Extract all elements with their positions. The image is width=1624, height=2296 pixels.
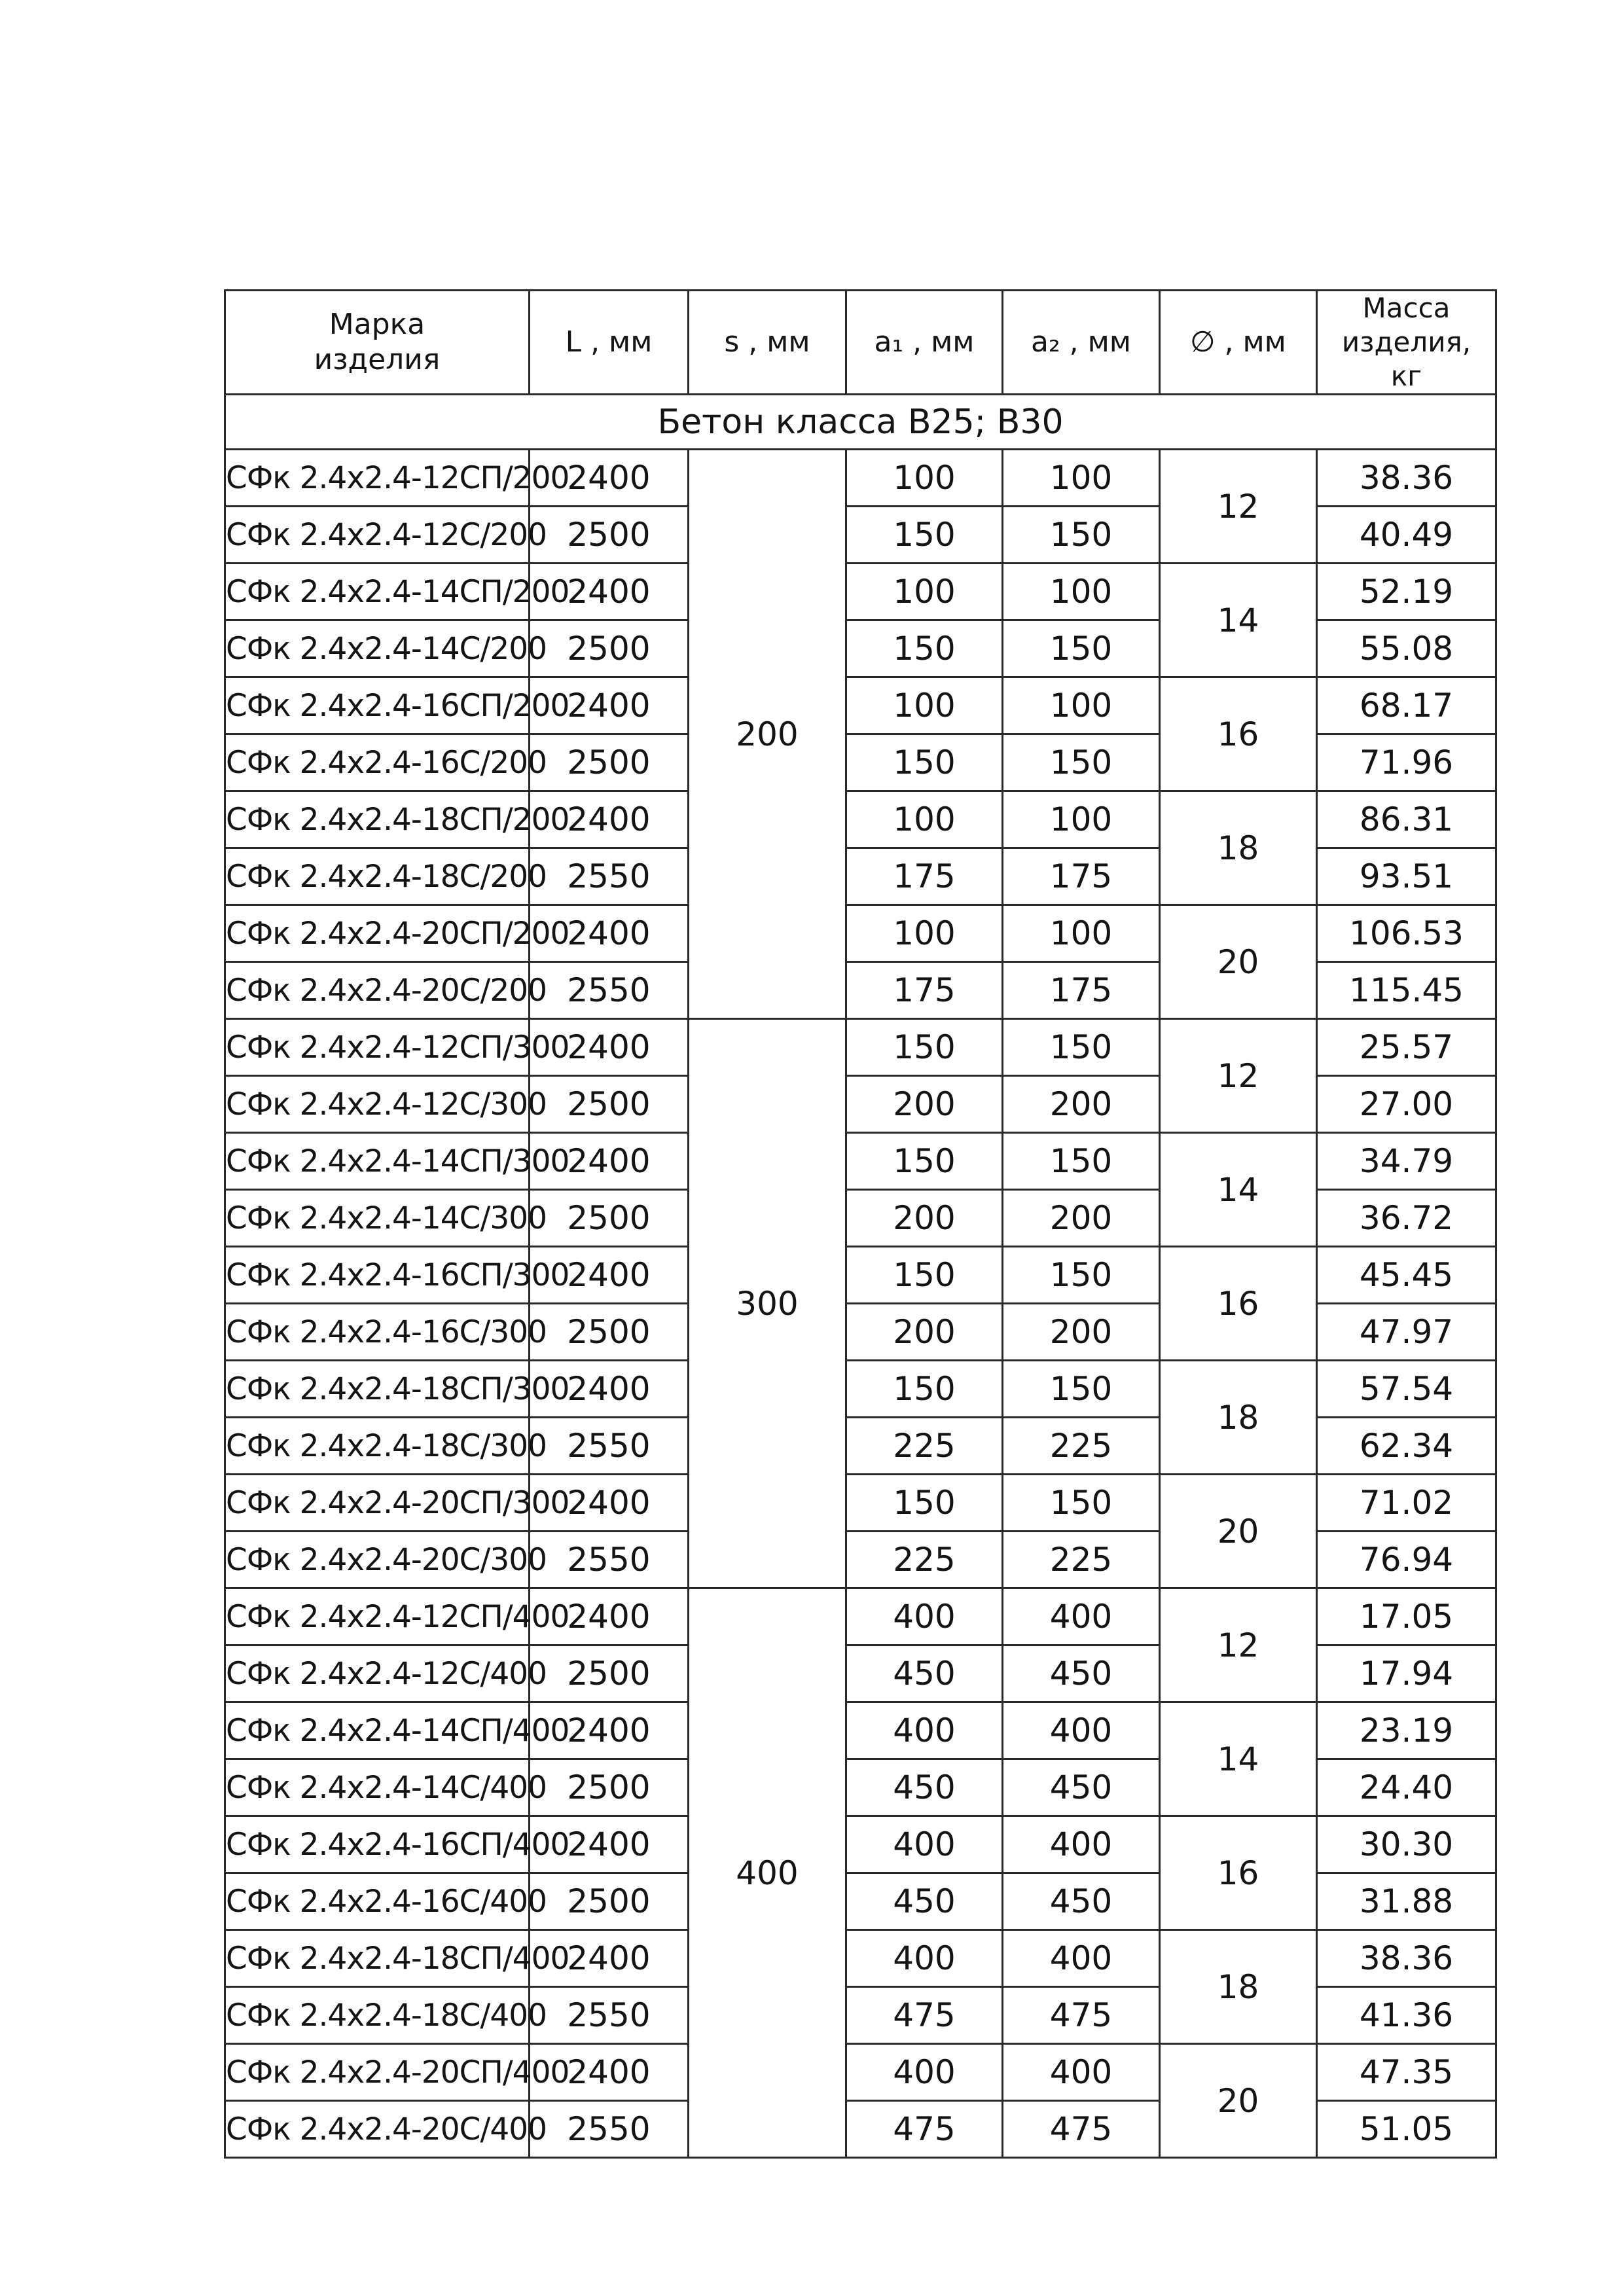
- length-cell: 2500: [530, 1190, 689, 1247]
- mass-cell: 71.96: [1317, 734, 1496, 791]
- product-mark: СФк 2.4х2.4-18С/400: [225, 1987, 530, 2044]
- table-row: [225, 2044, 1496, 2101]
- diameter-cell: 14: [1160, 1133, 1317, 1247]
- length-cell: 2500: [530, 734, 689, 791]
- group-row: [225, 395, 1496, 450]
- a2-cell: 100: [1003, 564, 1160, 620]
- diameter-cell: 12: [1160, 1588, 1317, 1702]
- spacing-cell: 200: [689, 450, 846, 1019]
- mass-cell: 36.72: [1317, 1190, 1496, 1247]
- product-mark: СФк 2.4х2.4-18СП/400: [225, 1930, 530, 1987]
- header-row: [225, 291, 1496, 395]
- a2-cell: 150: [1003, 620, 1160, 677]
- length-cell: 2500: [530, 507, 689, 564]
- diameter-cell: 18: [1160, 791, 1317, 905]
- a1-cell: 150: [846, 507, 1003, 564]
- a1-cell: 450: [846, 1645, 1003, 1702]
- length-cell: 2550: [530, 848, 689, 905]
- a2-cell: 475: [1003, 2101, 1160, 2158]
- product-mark: СФк 2.4х2.4-18С/300: [225, 1418, 530, 1475]
- diameter-cell: 14: [1160, 564, 1317, 677]
- product-mark: СФк 2.4х2.4-16С/200: [225, 734, 530, 791]
- mass-cell: 31.88: [1317, 1873, 1496, 1930]
- a2-cell: 175: [1003, 962, 1160, 1019]
- diameter-cell: 20: [1160, 905, 1317, 1019]
- table-row: [225, 677, 1496, 734]
- header-mark: Марка изделия: [225, 291, 530, 395]
- length-cell: 2500: [530, 620, 689, 677]
- a1-cell: 450: [846, 1873, 1003, 1930]
- length-cell: 2550: [530, 2101, 689, 2158]
- mass-cell: 57.54: [1317, 1361, 1496, 1418]
- a1-cell: 400: [846, 1702, 1003, 1759]
- a2-cell: 475: [1003, 1987, 1160, 2044]
- mass-cell: 93.51: [1317, 848, 1496, 905]
- length-cell: 2400: [530, 450, 689, 507]
- a1-cell: 150: [846, 1247, 1003, 1304]
- a1-cell: 150: [846, 1361, 1003, 1418]
- a2-cell: 400: [1003, 1702, 1160, 1759]
- a2-cell: 200: [1003, 1190, 1160, 1247]
- product-mark: СФк 2.4х2.4-16СП/200: [225, 677, 530, 734]
- mass-cell: 30.30: [1317, 1816, 1496, 1873]
- product-mark: СФк 2.4х2.4-18С/200: [225, 848, 530, 905]
- length-cell: 2500: [530, 1304, 689, 1361]
- product-mark: СФк 2.4х2.4-12СП/300: [225, 1019, 530, 1076]
- table-row: [225, 450, 1496, 507]
- mass-cell: 38.36: [1317, 450, 1496, 507]
- mass-cell: 47.97: [1317, 1304, 1496, 1361]
- table-row: [225, 1702, 1496, 1759]
- length-cell: 2400: [530, 791, 689, 848]
- length-cell: 2400: [530, 2044, 689, 2101]
- a2-cell: 200: [1003, 1076, 1160, 1133]
- product-mark: СФк 2.4х2.4-18СП/200: [225, 791, 530, 848]
- table-row: [225, 1816, 1496, 1873]
- product-mark: СФк 2.4х2.4-12С/300: [225, 1076, 530, 1133]
- diameter-cell: 12: [1160, 450, 1317, 564]
- header-length: L , мм: [530, 291, 689, 395]
- diameter-cell: 18: [1160, 1930, 1317, 2044]
- table-row: [225, 905, 1496, 962]
- length-cell: 2500: [530, 1076, 689, 1133]
- mass-cell: 52.19: [1317, 564, 1496, 620]
- mass-cell: 27.00: [1317, 1076, 1496, 1133]
- a1-cell: 400: [846, 2044, 1003, 2101]
- mass-cell: 40.49: [1317, 507, 1496, 564]
- spacing-cell: 300: [689, 1019, 846, 1588]
- mass-cell: 17.05: [1317, 1588, 1496, 1645]
- product-mark: СФк 2.4х2.4-14СП/200: [225, 564, 530, 620]
- mass-cell: 23.19: [1317, 1702, 1496, 1759]
- a1-cell: 175: [846, 848, 1003, 905]
- a1-cell: 200: [846, 1190, 1003, 1247]
- length-cell: 2400: [530, 564, 689, 620]
- table-row: [225, 1930, 1496, 1987]
- mass-cell: 41.36: [1317, 1987, 1496, 2044]
- table-row: [225, 1133, 1496, 1190]
- a2-cell: 150: [1003, 1247, 1160, 1304]
- a2-cell: 400: [1003, 1930, 1160, 1987]
- a1-cell: 100: [846, 677, 1003, 734]
- product-mark: СФк 2.4х2.4-20СП/400: [225, 2044, 530, 2101]
- a2-cell: 100: [1003, 791, 1160, 848]
- diameter-cell: 12: [1160, 1019, 1317, 1133]
- mass-cell: 47.35: [1317, 2044, 1496, 2101]
- mass-cell: 45.45: [1317, 1247, 1496, 1304]
- length-cell: 2400: [530, 1930, 689, 1987]
- length-cell: 2400: [530, 1702, 689, 1759]
- a1-cell: 150: [846, 620, 1003, 677]
- mass-cell: 68.17: [1317, 677, 1496, 734]
- a2-cell: 450: [1003, 1759, 1160, 1816]
- spec-table: [224, 289, 1497, 2159]
- product-mark: СФк 2.4х2.4-12С/200: [225, 507, 530, 564]
- diameter-cell: 20: [1160, 1475, 1317, 1588]
- a1-cell: 400: [846, 1816, 1003, 1873]
- mass-cell: 55.08: [1317, 620, 1496, 677]
- a2-cell: 150: [1003, 734, 1160, 791]
- a2-cell: 150: [1003, 1475, 1160, 1532]
- mass-cell: 17.94: [1317, 1645, 1496, 1702]
- mass-cell: 25.57: [1317, 1019, 1496, 1076]
- table-row: [225, 1475, 1496, 1532]
- a1-cell: 200: [846, 1076, 1003, 1133]
- a1-cell: 100: [846, 791, 1003, 848]
- header-a2: a₂ , мм: [1003, 291, 1160, 395]
- a1-cell: 225: [846, 1418, 1003, 1475]
- product-mark: СФк 2.4х2.4-16С/400: [225, 1873, 530, 1930]
- a2-cell: 450: [1003, 1645, 1160, 1702]
- a1-cell: 150: [846, 734, 1003, 791]
- a1-cell: 200: [846, 1304, 1003, 1361]
- length-cell: 2500: [530, 1759, 689, 1816]
- header-spacing: s , мм: [689, 291, 846, 395]
- length-cell: 2400: [530, 1247, 689, 1304]
- table-row: [225, 564, 1496, 620]
- a1-cell: 450: [846, 1759, 1003, 1816]
- a1-cell: 100: [846, 450, 1003, 507]
- a1-cell: 150: [846, 1475, 1003, 1532]
- product-mark: СФк 2.4х2.4-14СП/300: [225, 1133, 530, 1190]
- mass-cell: 24.40: [1317, 1759, 1496, 1816]
- a1-cell: 225: [846, 1532, 1003, 1588]
- a2-cell: 450: [1003, 1873, 1160, 1930]
- product-mark: СФк 2.4х2.4-14С/300: [225, 1190, 530, 1247]
- a2-cell: 225: [1003, 1418, 1160, 1475]
- diameter-cell: 18: [1160, 1361, 1317, 1475]
- a2-cell: 150: [1003, 1361, 1160, 1418]
- header-diameter: ∅ , мм: [1160, 291, 1317, 395]
- a1-cell: 400: [846, 1588, 1003, 1645]
- a1-cell: 100: [846, 905, 1003, 962]
- group-label: Бетон класса В25; В30: [225, 395, 1496, 450]
- diameter-cell: 16: [1160, 1247, 1317, 1361]
- a2-cell: 100: [1003, 450, 1160, 507]
- spacing-cell: 400: [689, 1588, 846, 2158]
- mass-cell: 86.31: [1317, 791, 1496, 848]
- header-mass: Масса изделия, кг: [1317, 291, 1496, 395]
- product-mark: СФк 2.4х2.4-20С/200: [225, 962, 530, 1019]
- mass-cell: 106.53: [1317, 905, 1496, 962]
- table-row: [225, 1247, 1496, 1304]
- a1-cell: 475: [846, 1987, 1003, 2044]
- product-mark: СФк 2.4х2.4-16СП/300: [225, 1247, 530, 1304]
- a1-cell: 100: [846, 564, 1003, 620]
- diameter-cell: 14: [1160, 1702, 1317, 1816]
- a2-cell: 100: [1003, 677, 1160, 734]
- length-cell: 2400: [530, 905, 689, 962]
- length-cell: 2400: [530, 1475, 689, 1532]
- a2-cell: 225: [1003, 1532, 1160, 1588]
- length-cell: 2500: [530, 1645, 689, 1702]
- length-cell: 2400: [530, 1361, 689, 1418]
- mass-cell: 34.79: [1317, 1133, 1496, 1190]
- length-cell: 2550: [530, 1987, 689, 2044]
- product-mark: СФк 2.4х2.4-18СП/300: [225, 1361, 530, 1418]
- product-mark: СФк 2.4х2.4-12СП/200: [225, 450, 530, 507]
- a1-cell: 175: [846, 962, 1003, 1019]
- a2-cell: 200: [1003, 1304, 1160, 1361]
- a2-cell: 150: [1003, 1019, 1160, 1076]
- a1-cell: 400: [846, 1930, 1003, 1987]
- length-cell: 2550: [530, 1532, 689, 1588]
- diameter-cell: 16: [1160, 677, 1317, 791]
- a2-cell: 150: [1003, 1133, 1160, 1190]
- length-cell: 2550: [530, 962, 689, 1019]
- a2-cell: 100: [1003, 905, 1160, 962]
- product-mark: СФк 2.4х2.4-20СП/300: [225, 1475, 530, 1532]
- header-a1: a₁ , мм: [846, 291, 1003, 395]
- a2-cell: 400: [1003, 2044, 1160, 2101]
- product-mark: СФк 2.4х2.4-16С/300: [225, 1304, 530, 1361]
- mass-cell: 71.02: [1317, 1475, 1496, 1532]
- a1-cell: 150: [846, 1133, 1003, 1190]
- length-cell: 2500: [530, 1873, 689, 1930]
- a1-cell: 475: [846, 2101, 1003, 2158]
- length-cell: 2400: [530, 1816, 689, 1873]
- length-cell: 2400: [530, 1133, 689, 1190]
- product-mark: СФк 2.4х2.4-14С/200: [225, 620, 530, 677]
- length-cell: 2400: [530, 1019, 689, 1076]
- diameter-cell: 16: [1160, 1816, 1317, 1930]
- table-row: [225, 791, 1496, 848]
- length-cell: 2400: [530, 677, 689, 734]
- product-mark: СФк 2.4х2.4-14СП/400: [225, 1702, 530, 1759]
- product-mark: СФк 2.4х2.4-20СП/200: [225, 905, 530, 962]
- product-mark: СФк 2.4х2.4-14С/400: [225, 1759, 530, 1816]
- diameter-cell: 20: [1160, 2044, 1317, 2158]
- a1-cell: 150: [846, 1019, 1003, 1076]
- a2-cell: 175: [1003, 848, 1160, 905]
- mass-cell: 115.45: [1317, 962, 1496, 1019]
- a2-cell: 400: [1003, 1816, 1160, 1873]
- table-row: [225, 1588, 1496, 1645]
- mass-cell: 62.34: [1317, 1418, 1496, 1475]
- table-row: [225, 1361, 1496, 1418]
- a2-cell: 150: [1003, 507, 1160, 564]
- product-mark: СФк 2.4х2.4-12С/400: [225, 1645, 530, 1702]
- length-cell: 2550: [530, 1418, 689, 1475]
- mass-cell: 76.94: [1317, 1532, 1496, 1588]
- mass-cell: 51.05: [1317, 2101, 1496, 2158]
- product-mark: СФк 2.4х2.4-16СП/400: [225, 1816, 530, 1873]
- table-row: [225, 1019, 1496, 1076]
- product-mark: СФк 2.4х2.4-12СП/400: [225, 1588, 530, 1645]
- mass-cell: 38.36: [1317, 1930, 1496, 1987]
- product-mark: СФк 2.4х2.4-20С/300: [225, 1532, 530, 1588]
- product-mark: СФк 2.4х2.4-20С/400: [225, 2101, 530, 2158]
- length-cell: 2400: [530, 1588, 689, 1645]
- a2-cell: 400: [1003, 1588, 1160, 1645]
